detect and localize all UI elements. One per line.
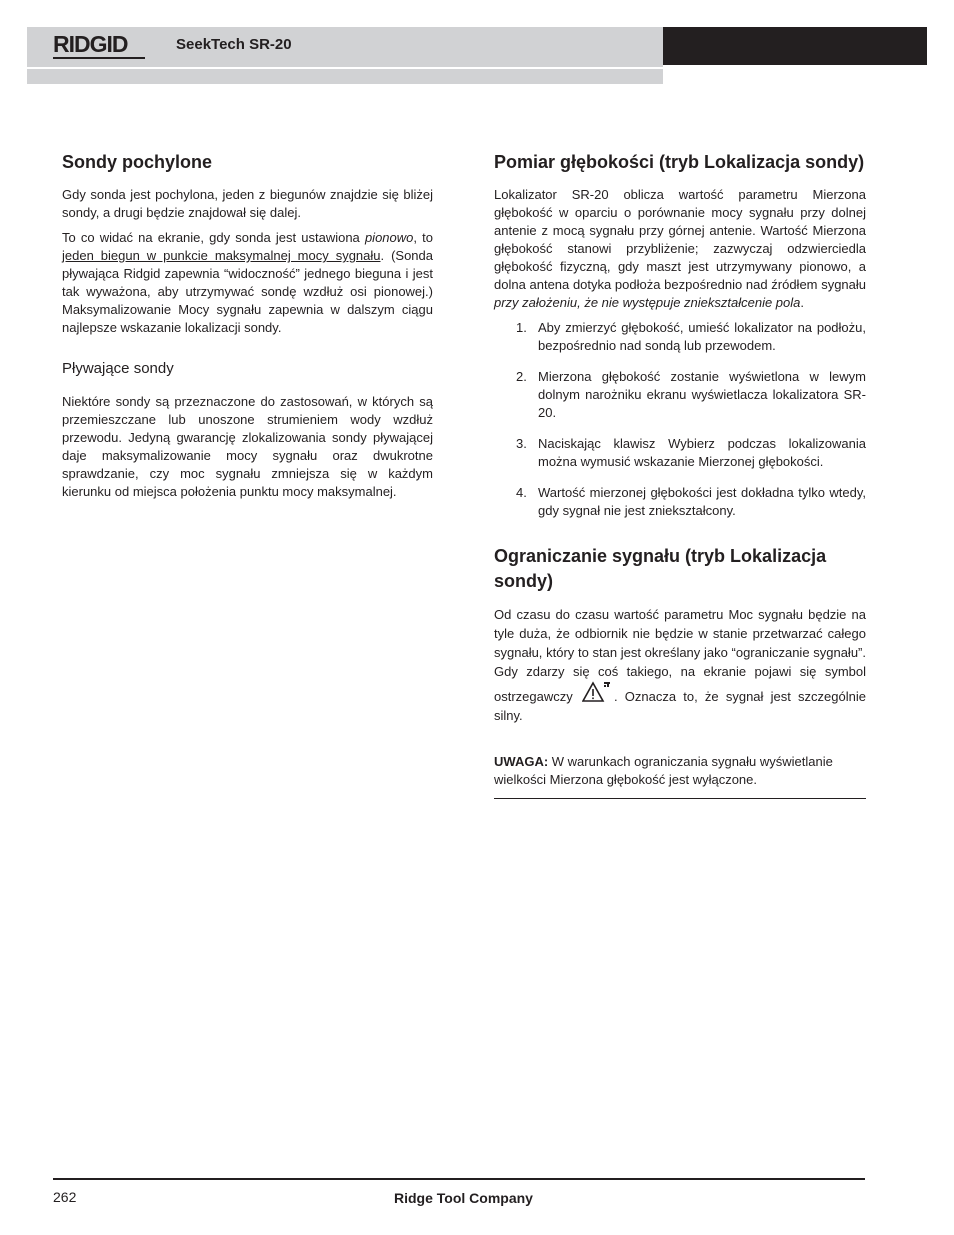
note-label: UWAGA:	[494, 754, 549, 769]
logo-text: RIDGID	[53, 31, 128, 57]
list-number: 3.	[516, 436, 527, 451]
list-text: Aby zmierzyć głębokość, umieść lokalizator na podłożu, bezpośrednio nad sondą lub przewodem.	[538, 320, 866, 353]
paragraph-floating-sondes: Niektóre sondy są przeznaczone do zastosowań, w których są przemieszczane lub unoszone strumieniem wody wzdłuż przewodu. Jedyną gwarancję zlokalizowania sondy pływającej daje maksymalizowanie mocy sygnału oraz dwukrotne sprawdzanie, czy moc sygnału zmniejsza się w każdym kierunku od miejsca położenia punktu mocy maksymalnej.	[62, 394, 433, 499]
section-title-signal-clipping: Ograniczanie sygnału (tryb Lokalizacja sondy)	[494, 546, 827, 591]
depth-steps-list	[494, 319, 866, 520]
list-item	[494, 435, 866, 471]
text-run: . (Sonda pływająca Ridgid zapewnia “widoczność” jednego bieguna i jest tak wyważona, aby utrzymywać sondę wzdłuż osi pionowej.) Maksymalizowanie Mocy sygnału zapewnia w dalszym ciągu najlepsze wskazanie lokalizacji sondy.	[62, 248, 433, 335]
paragraph-vertical-sonde	[62, 229, 433, 337]
list-number: 1.	[516, 320, 527, 335]
text-run: . Oznacza to, że sygnał jest szczególnie silny.	[494, 689, 866, 723]
page-number: 262	[53, 1189, 77, 1205]
list-text: Mierzona głębokość zostanie wyświetlona w lewym dolnym narożniku ekranu wyświetlacza lokalizatora SR-20.	[538, 369, 866, 420]
section-title-depth-measurement: Pomiar głębokości (tryb Lokalizacja sondy)	[494, 152, 865, 172]
right-column	[494, 150, 866, 799]
list-text: Naciskając klawisz Wybierz podczas lokalizowania można wymusić wskazanie Mierzonej głębokości.	[538, 436, 866, 469]
text-run: Od czasu do czasu wartość parametru Moc sygnału będzie na tyle duża, że odbiornik nie będzie w stanie przetwarzać całego sygnału, który to stan jest określany jako “ograniczanie sygnału”. Gdy zdarzy się coś takiego, na ekranie pojawi się symbol ostrzegawczy	[494, 607, 866, 704]
list-number: 4.	[516, 485, 527, 500]
italic-run: pionowo	[364, 230, 414, 245]
list-item	[494, 484, 866, 520]
text-run: , to	[413, 230, 433, 245]
italic-run: przy założeniu, że nie występuje zniekształcenie pola	[494, 295, 801, 310]
list-item	[494, 319, 866, 355]
header-subband	[27, 69, 663, 84]
paragraph-signal-clipping	[494, 605, 866, 725]
list-text: Wartość mierzonej głębokości jest dokładna tylko wtedy, gdy sygnał nie jest zniekształcony.	[538, 485, 866, 518]
list-number: 2.	[516, 369, 527, 384]
section-title-tilted-sondes: Sondy pochylone	[62, 152, 213, 172]
footer-company: Ridge Tool Company	[394, 1190, 533, 1206]
subsection-title-floating-sondes: Pływające sondy	[62, 360, 174, 377]
product-title: SeekTech SR-20	[176, 36, 292, 53]
ridgid-logo	[53, 33, 147, 61]
text-run: .	[800, 295, 805, 310]
logo-underline	[53, 57, 145, 59]
text-run: To co widać na ekranie, gdy sonda jest ustawiona	[62, 230, 365, 245]
paragraph-tilt-intro: Gdy sonda jest pochylona, jeden z biegunów znajdzie się bliżej sondy, a drugi będzie znajdował się dalej.	[62, 187, 433, 220]
paragraph-depth-intro	[494, 186, 866, 312]
warning-icon	[582, 681, 612, 703]
underlined-run: jeden biegun w punkcie maksymalnej mocy sygnału	[62, 248, 381, 263]
header-black-block	[663, 27, 927, 65]
text-run: Lokalizator SR-20 oblicza wartość parametru Mierzona głębokość w oparciu o porównanie mocy sygnału przy dolnej antenie z mocą sygnału przy górnej antenie. Wartość Mierzona głębokość stanowi przybliżenie; zazwyczaj odzwierciedla głębokość fizyczną, gdy maszt jest utrzymywany pionowo, a dolna antena dotyka podłoża bezpośrednio nad źródłem sygnału	[494, 187, 866, 292]
note-text: W warunkach ograniczania sygnału wyświetlanie wielkości Mierzona głębokość jest wyłączone.	[494, 754, 833, 787]
footer-rule	[53, 1178, 865, 1180]
list-item	[494, 368, 866, 422]
left-column	[62, 150, 433, 508]
note-box	[494, 745, 866, 799]
